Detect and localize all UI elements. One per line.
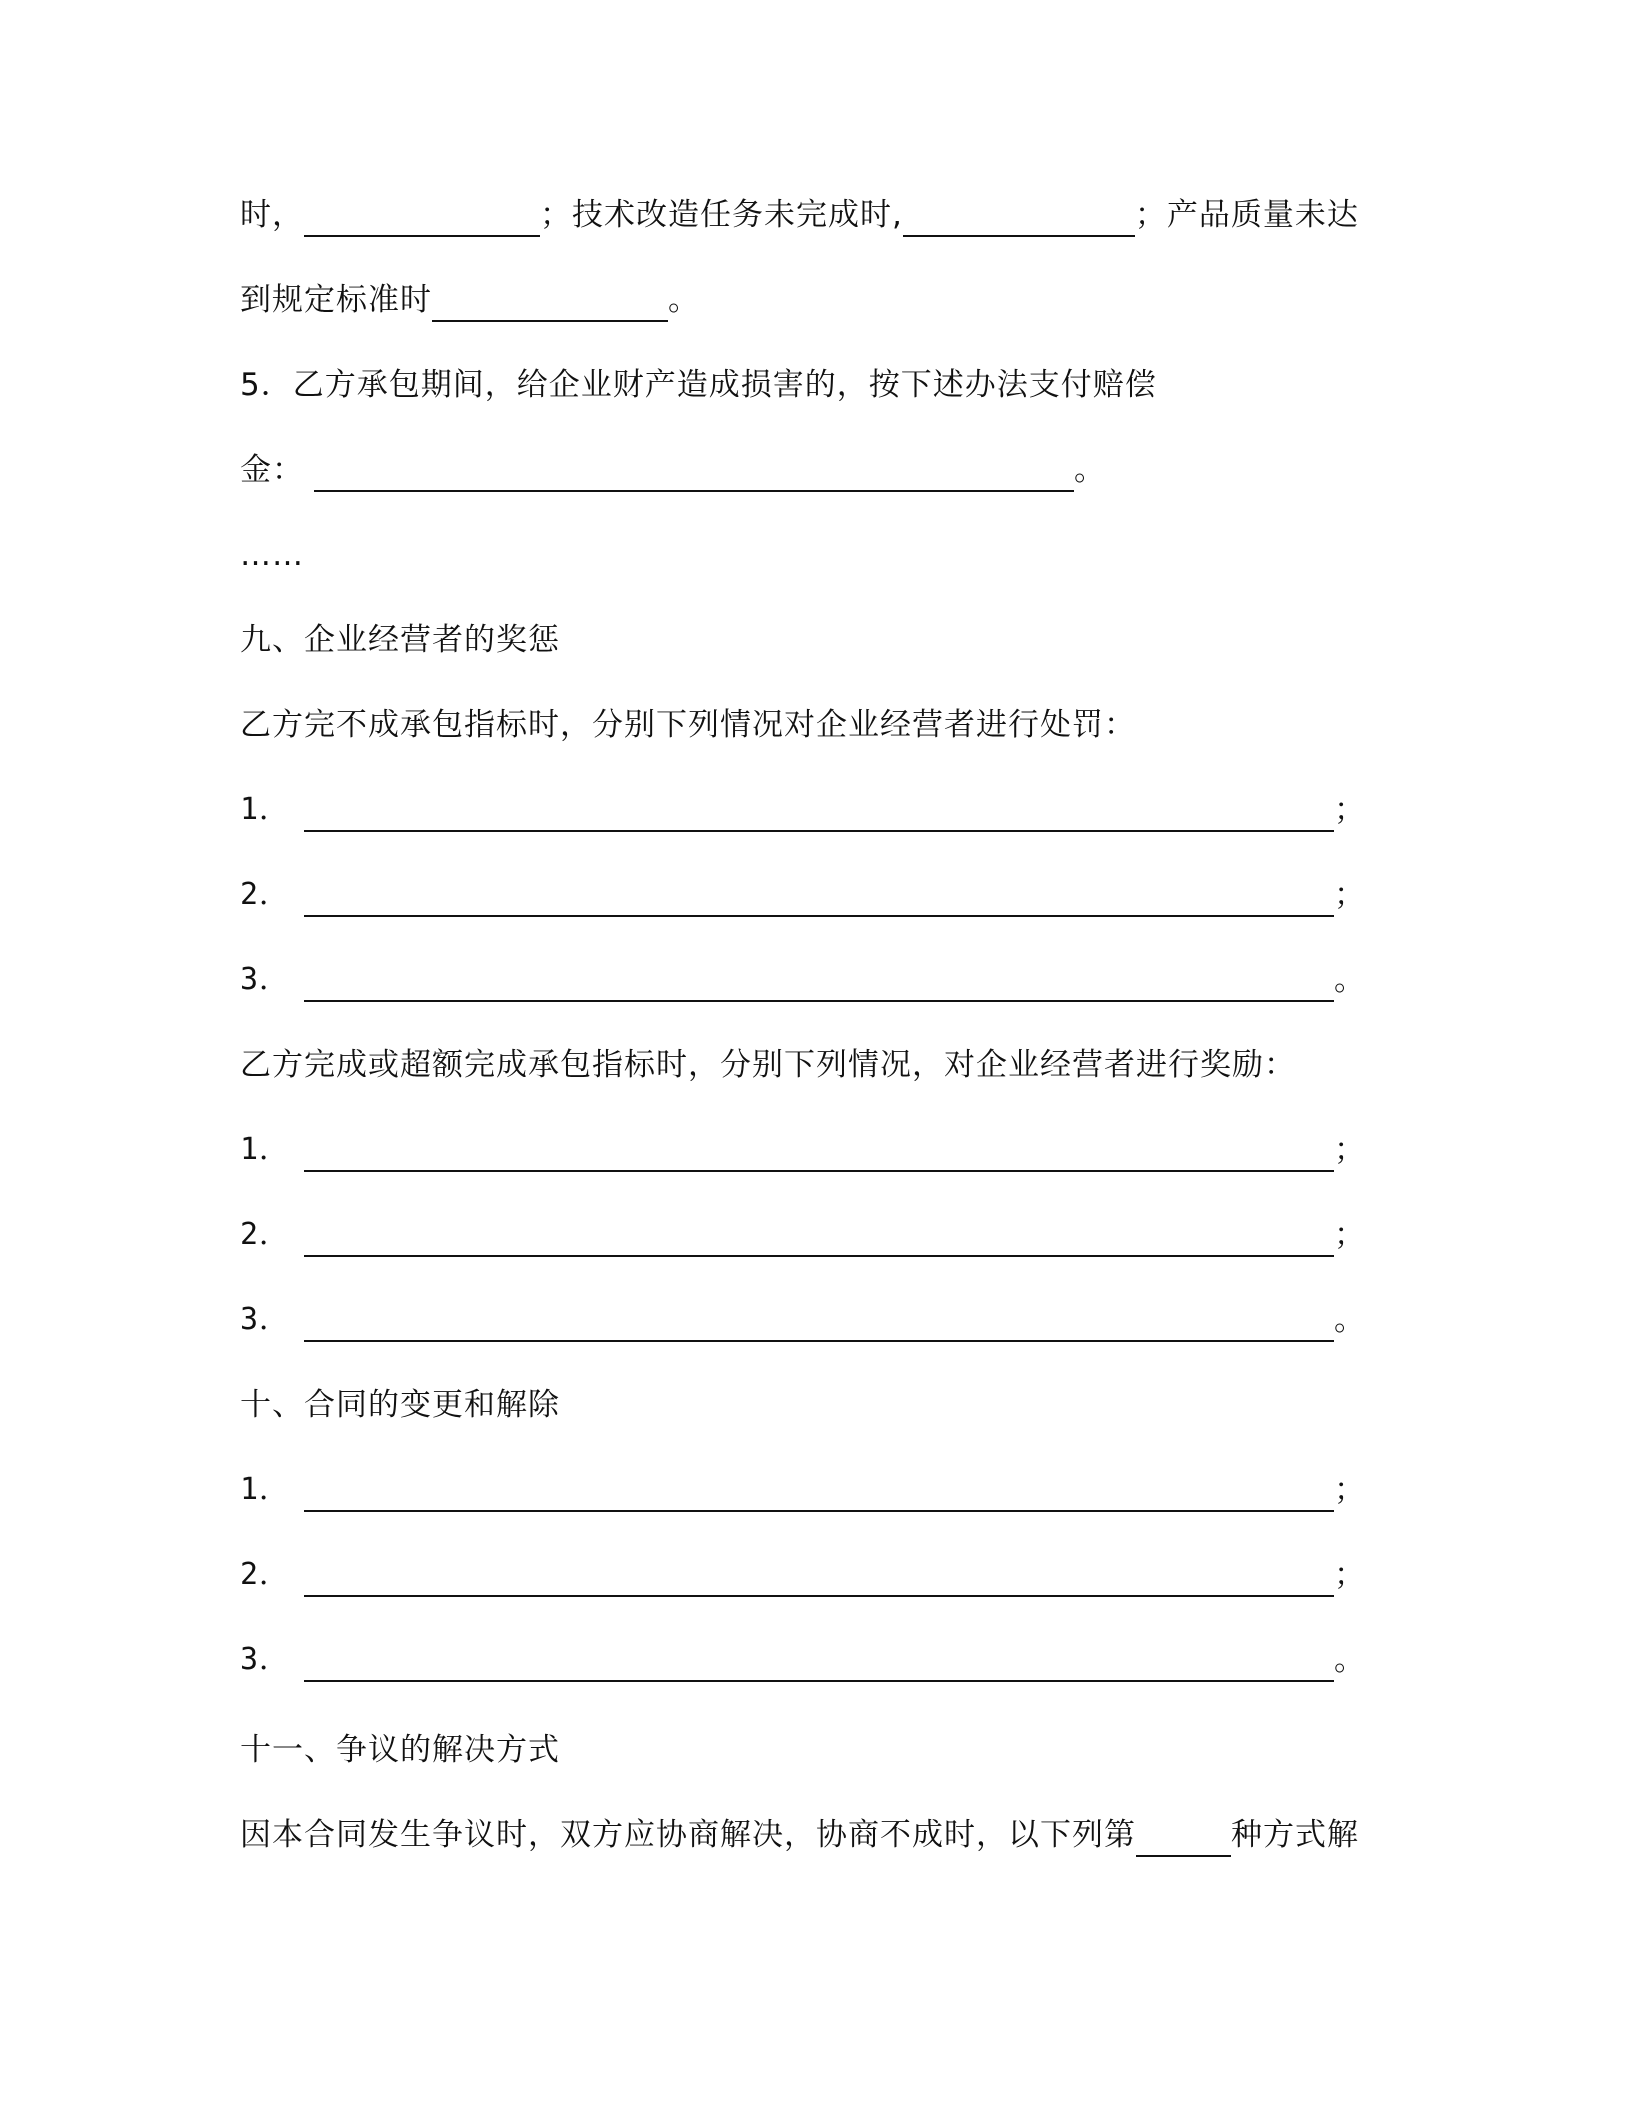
text-fragment: 因本合同发生争议时，双方应协商解决，协商不成时，以下列第: [240, 1817, 1136, 1853]
item-number: 2．: [240, 1217, 291, 1252]
penalty-item: [240, 940, 1366, 1000]
penalty-item: [240, 770, 1366, 830]
fill-in-blank[interactable]: [304, 1300, 1334, 1342]
text-fragment: 。: [668, 282, 700, 318]
fill-in-blank[interactable]: [432, 280, 668, 322]
text-line: [240, 1795, 1359, 1855]
item-end: ；: [1334, 792, 1366, 828]
fill-in-blank[interactable]: [314, 450, 1074, 492]
reward-item: [240, 1110, 1366, 1170]
item-end: ；: [1334, 1557, 1366, 1593]
contract-change-item: [240, 1535, 1366, 1595]
item-number: 3．: [240, 1302, 291, 1337]
item-number: 2．: [240, 1557, 291, 1592]
penalty-intro: 乙方完不成承包指标时，分别下列情况对企业经营者进行处罚：: [240, 707, 1136, 743]
section-heading: [240, 1710, 560, 1770]
section-10-heading: 十、合同的变更和解除: [240, 1387, 560, 1423]
ellipsis: [240, 515, 304, 575]
item-end: ；: [1334, 1132, 1366, 1168]
item-end: ；: [1334, 1217, 1366, 1253]
item-end: ；: [1334, 877, 1366, 913]
reward-item: [240, 1280, 1366, 1340]
item-number: 1．: [240, 1132, 291, 1167]
fill-in-blank[interactable]: [304, 1555, 1334, 1597]
text-line: [240, 260, 700, 320]
contract-change-item: [240, 1620, 1366, 1680]
fill-in-blank[interactable]: [304, 1640, 1334, 1682]
fill-in-blank[interactable]: [903, 195, 1135, 237]
section-9-heading: 九、企业经营者的奖惩: [240, 622, 560, 658]
paragraph: [240, 685, 1136, 745]
fill-in-blank[interactable]: [304, 1130, 1334, 1172]
text-fragment: 到规定标准时: [240, 282, 432, 318]
item-5: [240, 345, 1157, 405]
item-end: ；: [1334, 1472, 1366, 1508]
item-number: 1．: [240, 792, 291, 827]
fill-in-blank[interactable]: [304, 1215, 1334, 1257]
fill-in-blank[interactable]: [304, 790, 1334, 832]
item-end: 。: [1334, 1642, 1366, 1678]
text-fragment: ；技术改造任务未完成时,: [540, 197, 903, 233]
fill-in-blank[interactable]: [304, 960, 1334, 1002]
ellipsis-text: ……: [240, 537, 304, 573]
fill-in-blank[interactable]: [304, 1470, 1334, 1512]
item-text: 5．乙方承包期间，给企业财产造成损害的，按下述办法支付赔偿: [240, 367, 1157, 403]
text-fragment: 时，: [240, 197, 304, 233]
item-number: 3．: [240, 962, 291, 997]
text-fragment: 。: [1074, 452, 1106, 488]
text-fragment: 种方式解: [1231, 1817, 1359, 1853]
item-end: 。: [1334, 1302, 1366, 1338]
fill-in-blank[interactable]: [304, 195, 540, 237]
fill-in-blank[interactable]: [1136, 1815, 1231, 1857]
item-number: 2．: [240, 877, 291, 912]
text-line: [240, 430, 1106, 490]
section-11-heading: 十一、争议的解决方式: [240, 1732, 560, 1768]
text-fragment: 金：: [240, 452, 304, 488]
text-line: [240, 175, 1359, 235]
item-number: 1．: [240, 1472, 291, 1507]
section-heading: [240, 1365, 560, 1425]
item-number: 3．: [240, 1642, 291, 1677]
text-fragment: ；产品质量未达: [1134, 197, 1359, 233]
reward-intro: 乙方完成或超额完成承包指标时，分别下列情况，对企业经营者进行奖励：: [240, 1047, 1296, 1083]
reward-item: [240, 1195, 1366, 1255]
penalty-item: [240, 855, 1366, 915]
fill-in-blank[interactable]: [304, 875, 1334, 917]
paragraph: [240, 1025, 1296, 1085]
contract-change-item: [240, 1450, 1366, 1510]
section-heading: [240, 600, 560, 660]
item-end: 。: [1334, 962, 1366, 998]
